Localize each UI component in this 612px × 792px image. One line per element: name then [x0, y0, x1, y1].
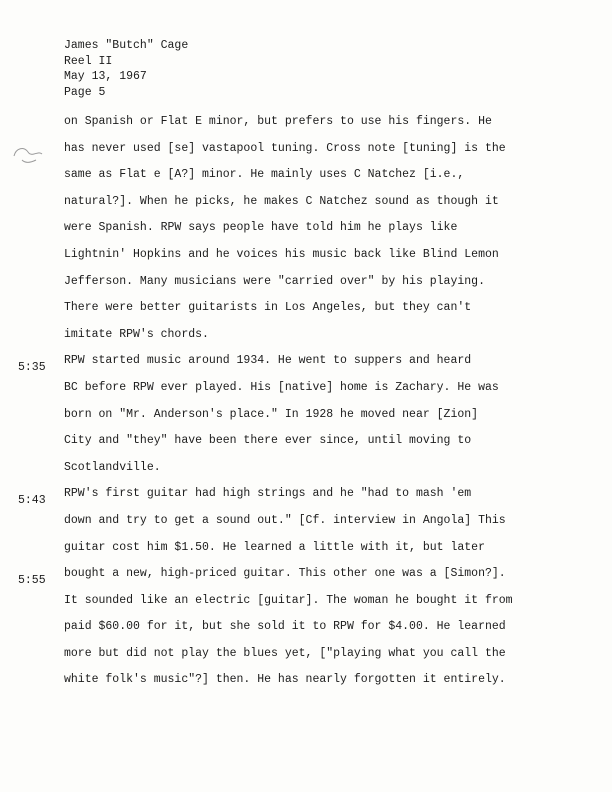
text-line: on Spanish or Flat E minor, but prefers to use his fingers. He: [64, 115, 492, 128]
text-line: It sounded like an electric [guitar]. The woman he bought it from: [64, 593, 513, 607]
text-line: imitate RPW's chords.: [64, 327, 209, 341]
text-line: were Spanish. RPW says people have told him he plays like: [64, 221, 458, 235]
text-line: born on "Mr. Anderson's place." In 1928 he moved near [Zion]: [64, 407, 479, 421]
text-line: RPW's first guitar had high strings and he "had to mash 'em: [64, 487, 472, 501]
header-reel: Reel II: [64, 54, 113, 68]
text-line: There were better guitarists in Los Angeles, but they can't: [64, 301, 472, 315]
text-line: has never used [se] vastapool tuning. Cross note [tuning] is the: [64, 141, 506, 155]
text-line: Scotlandville.: [64, 460, 161, 474]
text-line: down and try to get a sound out." [Cf. interview in Angola] This: [64, 513, 506, 527]
header-page: Page 5: [64, 85, 106, 99]
transcript-body: [64, 109, 564, 694]
text-line: paid $60.00 for it, but she sold it to RPW for $4.00. He learned: [64, 620, 506, 634]
timestamp-543: 5:43: [18, 494, 46, 507]
text-line: guitar cost him $1.50. He learned a little with it, but later: [64, 540, 485, 554]
document-header: [64, 38, 188, 100]
timestamp-535: 5:35: [18, 361, 46, 374]
text-line: BC before RPW ever played. His [native] home is Zachary. He was: [64, 380, 499, 394]
text-line: natural?]. When he picks, he makes C Natchez sound as though it: [64, 194, 499, 208]
text-line: Lightnin' Hopkins and he voices his music back like Blind Lemon: [64, 247, 499, 261]
header-name: James "Butch" Cage: [64, 39, 189, 52]
text-line: Jefferson. Many musicians were "carried over" by his playing.: [64, 274, 485, 288]
text-line: RPW started music around 1934. He went to suppers and heard: [64, 354, 472, 368]
text-line: bought a new, high-priced guitar. This other one was a [Simon?].: [64, 567, 506, 581]
margin-scribble-icon: [8, 140, 48, 170]
text-line: City and "they" have been there ever since, until moving to: [64, 434, 472, 448]
text-line: more but did not play the blues yet, ["playing what you call the: [64, 646, 506, 660]
timestamp-555: 5:55: [18, 574, 46, 587]
text-line: same as Flat e [A?] minor. He mainly uses C Natchez [i.e.,: [64, 168, 465, 182]
header-date: May 13, 1967: [64, 70, 147, 83]
text-line: white folk's music"?] then. He has nearly forgotten it entirely.: [64, 673, 506, 687]
